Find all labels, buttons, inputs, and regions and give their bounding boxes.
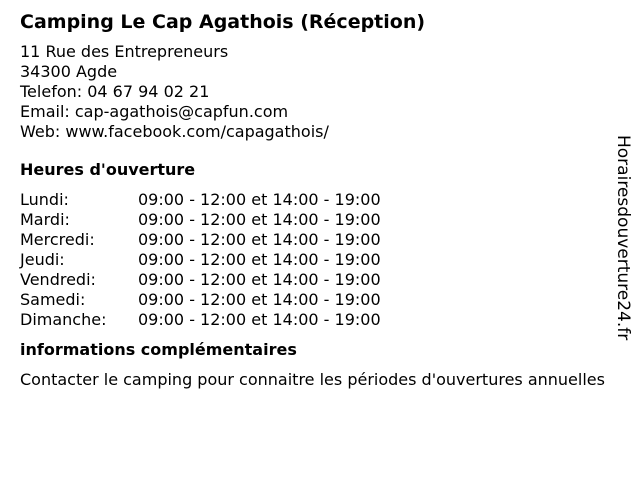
info-text: Contacter le camping pour connaitre les périodes d'ouvertures annuelles: [20, 370, 605, 389]
hours-row: [20, 210, 381, 230]
phone-line[interactable]: Telefon: 04 67 94 02 21: [20, 82, 210, 101]
time-range: 09:00 - 12:00 et 14:00 - 19:00: [138, 270, 381, 289]
time-range: 09:00 - 12:00 et 14:00 - 19:00: [138, 210, 381, 229]
site-watermark: Horairesdouverture24.fr: [613, 135, 633, 341]
street-address: 11 Rue des Entrepreneurs: [20, 42, 229, 61]
hours-row: [20, 190, 381, 210]
day-label: Dimanche:: [20, 310, 107, 329]
day-label: Lundi:: [20, 190, 69, 209]
hours-row: [20, 310, 381, 330]
time-range: 09:00 - 12:00 et 14:00 - 19:00: [138, 230, 381, 249]
email-line[interactable]: Email: cap-agathois@capfun.com: [20, 102, 289, 121]
day-label: Jeudi:: [20, 250, 65, 269]
web-line[interactable]: Web: www.facebook.com/capagathois/: [20, 122, 329, 141]
day-label: Mardi:: [20, 210, 70, 229]
time-range: 09:00 - 12:00 et 14:00 - 19:00: [138, 290, 381, 309]
time-range: 09:00 - 12:00 et 14:00 - 19:00: [138, 190, 381, 209]
address-block: [20, 42, 610, 142]
day-label: Samedi:: [20, 290, 86, 309]
hours-row: [20, 290, 381, 310]
hours-heading: Heures d'ouverture: [20, 160, 196, 179]
hours-table: [20, 190, 381, 330]
info-heading: informations complémentaires: [20, 340, 297, 359]
day-label: Mercredi:: [20, 230, 95, 249]
hours-row: [20, 230, 381, 250]
hours-row: [20, 270, 381, 290]
business-card: [20, 10, 610, 390]
time-range: 09:00 - 12:00 et 14:00 - 19:00: [138, 250, 381, 269]
day-label: Vendredi:: [20, 270, 96, 289]
hours-row: [20, 250, 381, 270]
time-range: 09:00 - 12:00 et 14:00 - 19:00: [138, 310, 381, 329]
city-address: 34300 Agde: [20, 62, 118, 81]
business-name: Camping Le Cap Agathois (Réception): [20, 11, 426, 33]
